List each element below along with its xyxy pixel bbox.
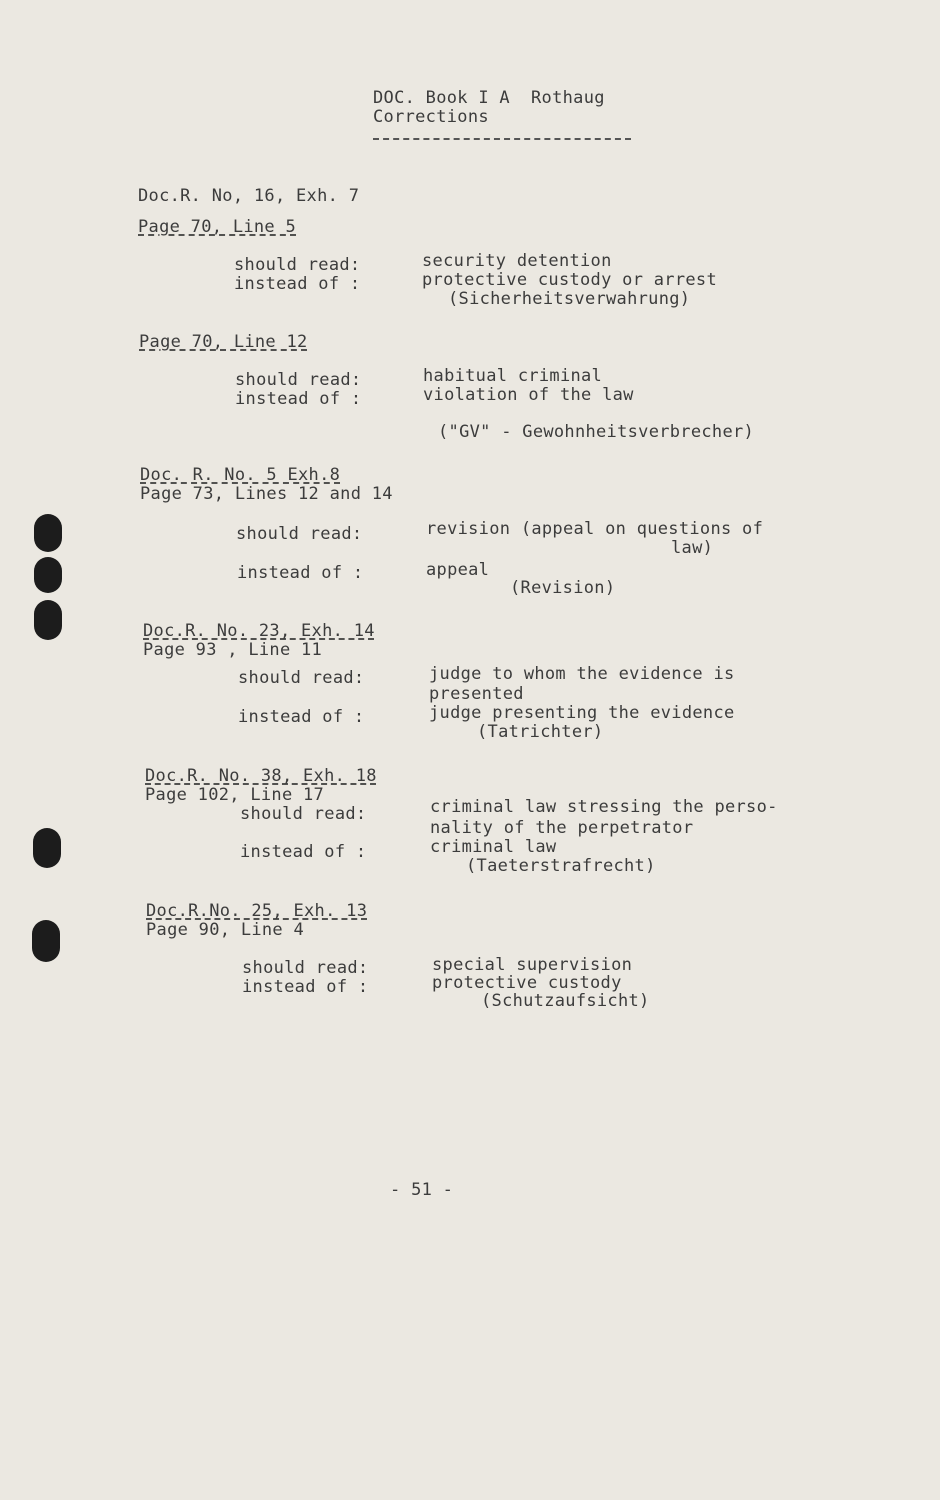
instead-of-label-6: instead of :: [242, 977, 369, 997]
punch-hole-icon: [33, 828, 61, 868]
should-read-text-5b: nality of the perpetrator: [430, 818, 694, 838]
should-read-text-3: revision (appeal on questions of: [426, 519, 764, 539]
instead-of-text-2: violation of the law: [423, 385, 634, 405]
document-title: DOC. Book I A Rothaug: [373, 88, 605, 108]
punch-hole-icon: [34, 514, 62, 552]
doc-reference-4: Doc.R. No. 23, Exh. 14: [143, 621, 375, 641]
instead-of-label-3: instead of :: [237, 563, 364, 583]
should-read-label-4: should read:: [238, 668, 365, 688]
page-reference-2: Page 70, Line 12: [139, 332, 308, 352]
should-read-text-3b: law): [671, 538, 714, 558]
header-rule: [373, 138, 631, 140]
instead-of-text-3: appeal: [426, 560, 490, 580]
should-read-label-3: should read:: [236, 524, 363, 544]
should-read-label-1: should read:: [234, 255, 361, 275]
should-read-text-4b: presented: [429, 684, 524, 704]
german-term-1: (Sicherheitsverwahrung): [448, 289, 691, 309]
german-term-2: ("GV" - Gewohnheitsverbrecher): [438, 422, 755, 442]
punch-hole-icon: [34, 600, 62, 640]
should-read-text-2: habitual criminal: [423, 366, 603, 386]
page-reference-6: Page 90, Line 4: [146, 920, 305, 940]
page-number: - 51 -: [390, 1180, 454, 1200]
instead-of-label-2: instead of :: [235, 389, 362, 409]
instead-of-label-5: instead of :: [240, 842, 367, 862]
doc-reference-6: Doc.R.No. 25, Exh. 13: [146, 901, 368, 921]
instead-of-label-4: instead of :: [238, 707, 365, 727]
doc-reference-3: Doc. R. No. 5 Exh.8: [140, 465, 341, 485]
doc-reference-5: Doc.R. No. 38, Exh. 18: [145, 766, 377, 786]
instead-of-label-1: instead of :: [234, 274, 361, 294]
german-term-4: (Tatrichter): [477, 722, 604, 742]
should-read-text-6: special supervision: [432, 955, 633, 975]
punch-hole-icon: [34, 557, 62, 593]
german-term-3: (Revision): [510, 578, 616, 598]
doc-reference-1: Doc.R. No, 16, Exh. 7: [138, 186, 360, 206]
page-reference-3: Page 73, Lines 12 and 14: [140, 484, 393, 504]
should-read-text-4: judge to whom the evidence is: [429, 664, 735, 684]
should-read-text-1: security detention: [422, 251, 612, 271]
should-read-label-6: should read:: [242, 958, 369, 978]
document-subtitle: Corrections: [373, 107, 489, 127]
german-term-6: (Schutzaufsicht): [481, 991, 650, 1011]
instead-of-text-4: judge presenting the evidence: [429, 703, 735, 723]
page-reference-1: Page 70, Line 5: [138, 217, 297, 237]
punch-hole-icon: [32, 920, 60, 962]
instead-of-text-1: protective custody or arrest: [422, 270, 717, 290]
page-reference-5: Page 102, Line 17: [145, 785, 325, 805]
should-read-text-5: criminal law stressing the perso-: [430, 797, 778, 817]
german-term-5: (Taeterstrafrecht): [466, 856, 656, 876]
instead-of-text-5: criminal law: [430, 837, 557, 857]
should-read-label-5: should read:: [240, 804, 367, 824]
page-reference-4: Page 93 , Line 11: [143, 640, 323, 660]
instead-of-text-6: protective custody: [432, 973, 622, 993]
should-read-label-2: should read:: [235, 370, 362, 390]
